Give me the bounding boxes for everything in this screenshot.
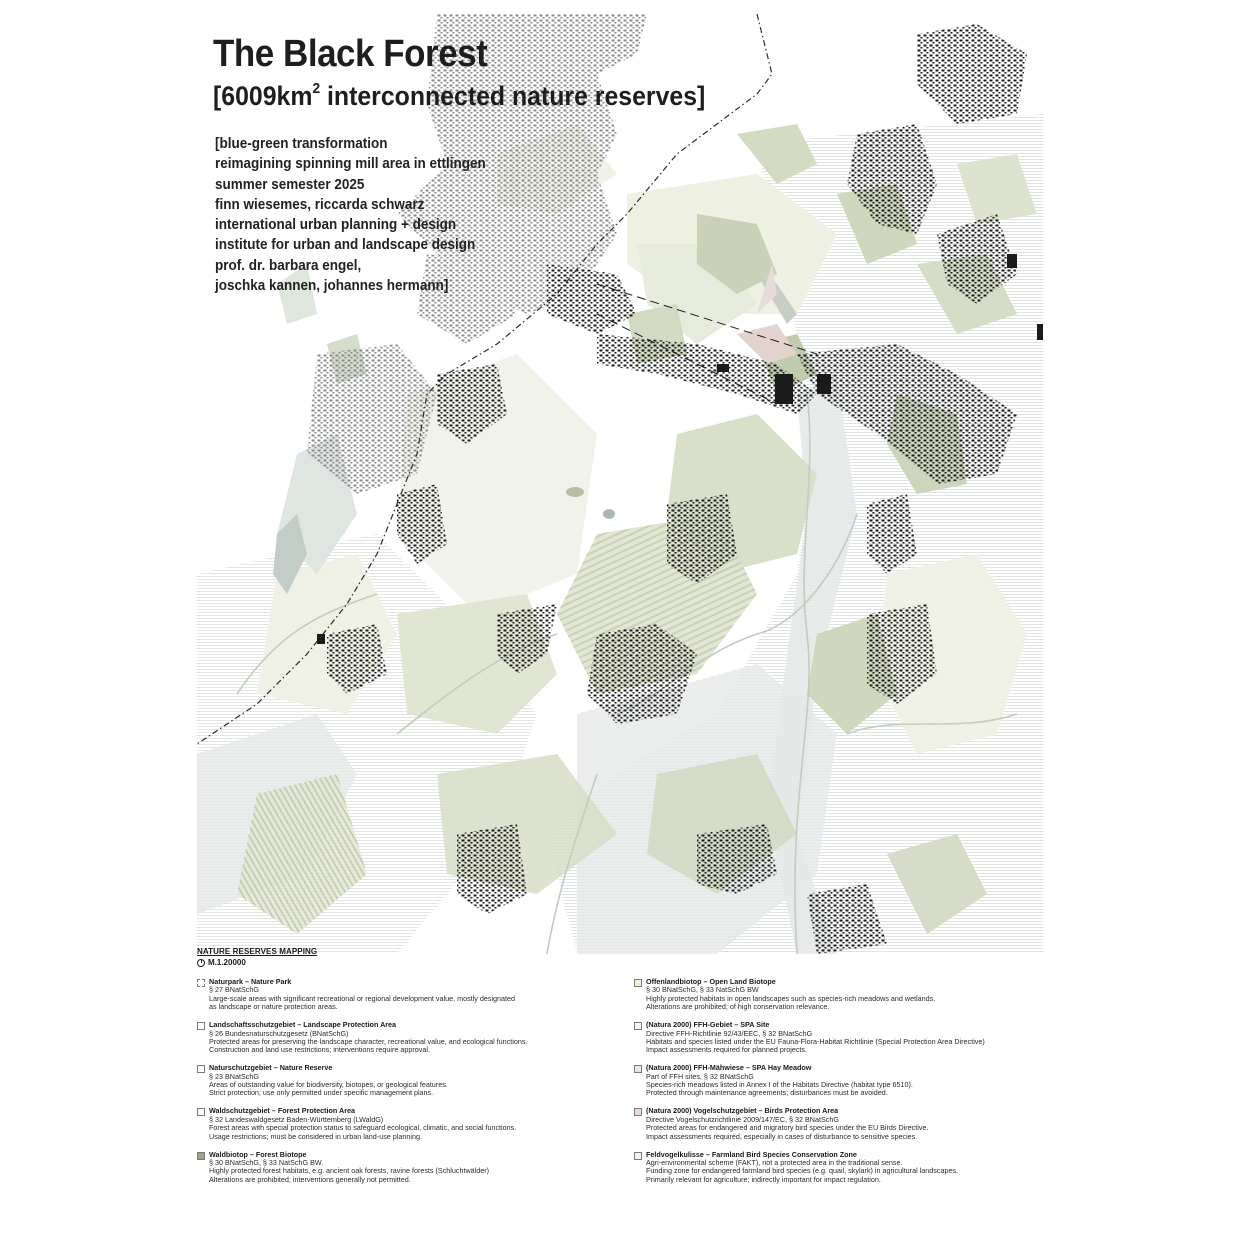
legend-item-line: Directive FFH-Richtlinie 92/43/EEC, § 32 BNatSchG — [646, 1028, 813, 1038]
legend-swatch — [197, 1108, 205, 1116]
legend-item-name: Naturpark – Nature Park — [209, 977, 292, 986]
legend-item-line: Impact assessments required for planned projects. — [646, 1045, 807, 1055]
legend-item-line: Usage restrictions; must be considered in urban land-use planning. — [209, 1131, 422, 1141]
legend-item-line: § 32 Landeswaldgesetz Baden-Württemberg (LWaldG) — [209, 1114, 384, 1124]
legend-item-line: Funding zone for endangered farmland bird species (e.g. quail, skylark) in agricultural landscapes. — [646, 1166, 959, 1176]
legend-item-line: Alterations are prohibited; interventions generally not permitted. — [209, 1174, 411, 1184]
legend-item-line: § 30 BNatSchG, § 33 NatSchG BW — [646, 985, 759, 995]
subtitle-superscript: 2 — [312, 80, 321, 97]
legend-item-line: Part of FFH sites, § 32 BNatSchG — [646, 1071, 754, 1081]
credit-line: reimagining spinning mill area in ettlingen — [215, 155, 486, 173]
legend-swatch — [197, 1152, 205, 1160]
scale-label: M.1.20000 — [208, 958, 246, 967]
legend-item-spa-hay-meadow — [634, 1064, 1054, 1098]
legend-item-line: § 30 BNatSchG, § 33 NatSchG BW. — [209, 1157, 324, 1167]
poster-title-block — [213, 34, 748, 111]
legend-item-line: Construction and land use restrictions; interventions require approval. — [209, 1045, 430, 1055]
legend-item-line: Protected areas for endangered and migratory bird species under the EU Birds Directive. — [646, 1123, 929, 1133]
legend-item-landscape-protection — [197, 1021, 617, 1055]
legend-column-right — [634, 978, 1054, 1194]
poster-subtitle — [213, 74, 705, 111]
legend-swatch — [634, 979, 642, 987]
legend-item-line: Protected areas for preserving the landscape character, recreational value, and ecological functions. — [209, 1036, 528, 1046]
legend-item-line: Areas of outstanding value for biodiversity, biotopes, or geological features. — [209, 1080, 448, 1090]
legend-swatch — [634, 1108, 642, 1116]
legend-swatch — [197, 979, 205, 987]
legend-swatch — [634, 1152, 642, 1160]
subtitle-main: [6009km — [213, 81, 313, 111]
legend-item-line: § 23 BNatSchG — [209, 1071, 259, 1081]
poster-title: The Black Forest — [213, 33, 488, 75]
legend-swatch — [197, 1022, 205, 1030]
legend-item-line: Primarily relevant for agriculture; indirectly important for impact regulation. — [646, 1174, 881, 1184]
credit-line: summer semester 2025 — [215, 175, 365, 193]
nature-reserves-map[interactable] — [197, 14, 1043, 954]
legend-item-name: (Natura 2000) FFH-Gebiet – SPA Site — [646, 1020, 770, 1030]
credit-line: joschka kannen, johannes hermann] — [215, 277, 449, 295]
legend-item-line: Impact assessments required, especially in cases of disturbance to sensitive species. — [646, 1131, 918, 1141]
credit-line: prof. dr. barbara engel, — [215, 256, 362, 274]
legend-item-name: Landschaftsschutzgebiet – Landscape Protection Area — [209, 1020, 397, 1030]
legend-item-line: Alterations are prohibited; of high conservation relevance. — [646, 1002, 830, 1012]
legend-swatch — [197, 1065, 205, 1073]
legend-item-line: as landscape or nature protection areas. — [209, 1002, 338, 1012]
legend-item-farmland-bird-zone — [634, 1151, 1054, 1185]
legend-item-name: (Natura 2000) Vogelschutzgebiet – Birds Protection Area — [646, 1106, 839, 1116]
legend-item-name: Naturschutzgebiet – Nature Reserve — [209, 1063, 333, 1073]
legend-header — [197, 947, 317, 967]
legend-item-line: Large-scale areas with significant recreational or regional development value, mostly designated — [209, 993, 516, 1003]
legend-item-line: Species-rich meadows listed in Annex I of the Habitats Directive (habitat type 6510). — [646, 1080, 913, 1090]
legend-item-nature-park — [197, 978, 617, 1012]
legend-item-name: Offenlandbiotop – Open Land Biotope — [646, 977, 776, 986]
legend-item-spa-site — [634, 1021, 1054, 1055]
credit-line: finn wiesemes, riccarda schwarz — [215, 195, 425, 213]
legend-item-open-land-biotope — [634, 978, 1054, 1012]
legend-item-line: Protected through maintenance agreements; disturbances must be avoided. — [646, 1088, 888, 1098]
legend-item-name: Waldbiotop – Forest Biotope — [209, 1149, 307, 1159]
legend-item-nature-reserve — [197, 1064, 617, 1098]
legend-item-line: Habitats and species listed under the EU Fauna-Flora-Habitat Richtlinie (Special Protection Area Directive) — [646, 1036, 985, 1046]
legend-column-left — [197, 978, 617, 1194]
subtitle-rest: interconnected nature reserves] — [320, 81, 706, 111]
legend-item-birds-protection — [634, 1107, 1054, 1141]
legend-swatch — [634, 1065, 642, 1073]
credit-line: [blue-green transformation — [215, 135, 388, 152]
poster-credits — [215, 134, 516, 296]
legend-swatch — [634, 1022, 642, 1030]
legend-item-name: Waldschutzgebiet – Forest Protection Area — [209, 1106, 356, 1116]
legend-item-name: Feldvogelkulisse – Farmland Bird Species Conservation Zone — [646, 1149, 857, 1159]
legend-title: NATURE RESERVES MAPPING — [197, 947, 318, 956]
legend-item-name: (Natura 2000) FFH-Mähwiese – SPA Hay Meadow — [646, 1063, 812, 1073]
legend-item-line: § 27 BNatSchG — [209, 985, 259, 995]
legend-item-line: Highly protected forest habitats, e.g. ancient oak forests, ravine forests (Schluchtwälder) — [209, 1166, 490, 1176]
scale-row — [197, 958, 317, 967]
credit-line: international urban planning + design — [215, 216, 457, 234]
legend-item-forest-biotope — [197, 1151, 617, 1185]
legend-item-line: § 26 Bundesnaturschutzgesetz (BNatSchG) — [209, 1028, 349, 1038]
clock-icon — [197, 959, 205, 967]
legend-item-line: Strict protection; use only permitted under specific management plans. — [209, 1088, 434, 1098]
legend-item-forest-protection — [197, 1107, 617, 1141]
legend-item-line: Directive Vogelschutzrichtlinie 2009/147/EC, § 32 BNatSchG — [646, 1114, 839, 1124]
legend-item-line: Highly protected habitats in open landscapes such as species-rich meadows and wetlands. — [646, 993, 936, 1003]
credit-line: institute for urban and landscape design — [215, 236, 476, 254]
legend-item-line: Forest areas with special protection status to safeguard ecological, climatic, and social functions. — [209, 1123, 517, 1133]
legend-item-line: Agri-environmental scheme (FAKT), not a protected area in the traditional sense. — [646, 1157, 903, 1167]
